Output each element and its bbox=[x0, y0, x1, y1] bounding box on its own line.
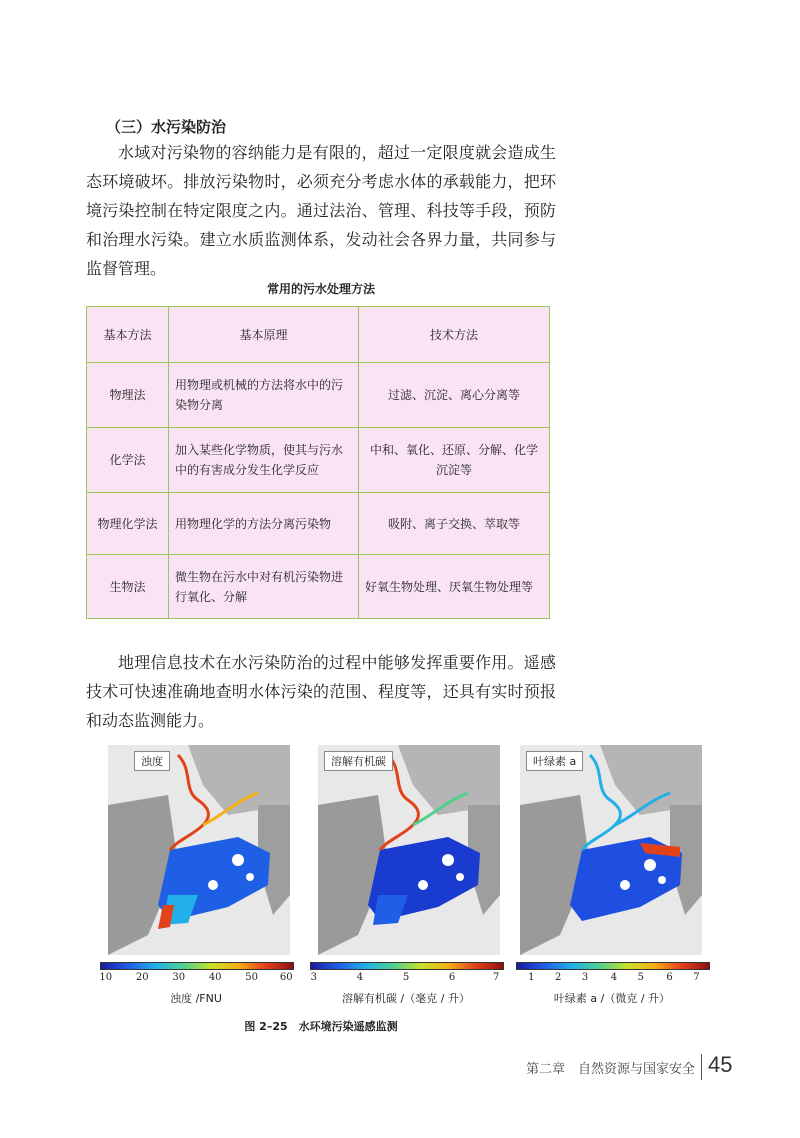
doc-ticks bbox=[310, 972, 502, 986]
method-cell: 化学法 bbox=[87, 428, 169, 493]
tick-label: 10 bbox=[99, 972, 113, 983]
method-cell: 物理化学法 bbox=[87, 493, 169, 555]
header-cell-technique: 技术方法 bbox=[359, 307, 550, 363]
tick-label: 5 bbox=[402, 972, 410, 983]
tick-label: 4 bbox=[356, 972, 364, 983]
chlorophyll-ticks bbox=[516, 972, 708, 986]
tick-label: 6 bbox=[448, 972, 456, 983]
technique-cell: 好氧生物处理、厌氧生物处理等 bbox=[359, 555, 550, 619]
methods-table bbox=[86, 306, 550, 619]
technique-cell: 吸附、离子交换、萃取等 bbox=[359, 493, 550, 555]
tick-label: 3 bbox=[310, 972, 318, 983]
table-row bbox=[87, 555, 550, 619]
chlorophyll-label: 叶绿素 a bbox=[526, 751, 583, 771]
doc-colorbar bbox=[310, 962, 504, 970]
tick-label: 20 bbox=[135, 972, 149, 983]
technique-cell: 中和、氧化、还原、分解、化学沉淀等 bbox=[359, 428, 550, 493]
tick-label: 5 bbox=[637, 972, 644, 983]
section-heading: （三）水污染防治 bbox=[106, 118, 227, 136]
tick-label: 7 bbox=[493, 972, 500, 983]
gis-text: 地理信息技术在水污染防治的过程中能够发挥重要作用。遥感技术可快速准确地查明水体污染的范围、程度等，还具有实时预报和动态监测能力。 bbox=[86, 653, 556, 730]
technique-cell: 过滤、沉淀、离心分离等 bbox=[359, 363, 550, 428]
tick-label: 7 bbox=[693, 972, 700, 983]
header-cell-method: 基本方法 bbox=[87, 307, 169, 363]
chlorophyll-colorbar bbox=[516, 962, 710, 970]
intro-paragraph bbox=[86, 138, 556, 283]
table-header-row bbox=[87, 307, 550, 363]
turbidity-colorbar bbox=[100, 962, 294, 970]
turbidity-ticks bbox=[100, 972, 292, 986]
turbidity-map bbox=[108, 745, 290, 955]
tick-label: 50 bbox=[245, 972, 259, 983]
doc-label: 溶解有机碳 bbox=[324, 751, 393, 771]
tick-label: 3 bbox=[581, 972, 589, 983]
doc-map bbox=[318, 745, 500, 955]
header-cell-principle: 基本原理 bbox=[169, 307, 359, 363]
tick-label: 40 bbox=[208, 972, 222, 983]
principle-cell: 用物理或机械的方法将水中的污染物分离 bbox=[169, 363, 359, 428]
table-row bbox=[87, 363, 550, 428]
intro-text: 水域对污染物的容纳能力是有限的，超过一定限度就会造成生态环境破坏。排放污染物时，必须充分考虑水体的承载能力，把环境污染控制在特定限度之内。通过法治、管理、科技等手段，预防和治理水污染。建立水质监测体系，发动社会各界力量，共同参与监督管理。 bbox=[86, 143, 556, 278]
chlorophyll-caption: 叶绿素 a /（微克 / 升） bbox=[553, 992, 671, 1005]
page-number: 45 bbox=[708, 1052, 733, 1077]
table-row bbox=[87, 428, 550, 493]
gis-paragraph bbox=[86, 648, 556, 735]
tick-label: 2 bbox=[555, 972, 562, 983]
chlorophyll-map bbox=[520, 745, 702, 955]
tick-label: 4 bbox=[610, 972, 618, 983]
turbidity-label: 浊度 bbox=[134, 751, 170, 771]
principle-cell: 加入某些化学物质，使其与污水中的有害成分发生化学反应 bbox=[169, 428, 359, 493]
principle-cell: 用物理化学的方法分离污染物 bbox=[169, 493, 359, 555]
table-title: 常用的污水处理方法 bbox=[266, 282, 375, 296]
principle-cell: 微生物在污水中对有机污染物进行氧化、分解 bbox=[169, 555, 359, 619]
tick-label: 60 bbox=[279, 972, 293, 983]
table-row bbox=[87, 493, 550, 555]
tick-label: 6 bbox=[666, 972, 673, 983]
doc-caption: 溶解有机碳 /（毫克 / 升） bbox=[342, 992, 470, 1005]
method-cell: 物理法 bbox=[87, 363, 169, 428]
footer-divider bbox=[701, 1054, 702, 1080]
tick-label: 30 bbox=[172, 972, 186, 983]
chapter-footer: 第二章 自然资源与国家安全 bbox=[525, 1062, 695, 1077]
tick-label: 1 bbox=[528, 972, 535, 983]
figure-caption: 图 2–25 水环境污染遥感监测 bbox=[244, 1020, 398, 1033]
method-cell: 生物法 bbox=[87, 555, 169, 619]
turbidity-caption: 浊度 /FNU bbox=[170, 992, 222, 1005]
